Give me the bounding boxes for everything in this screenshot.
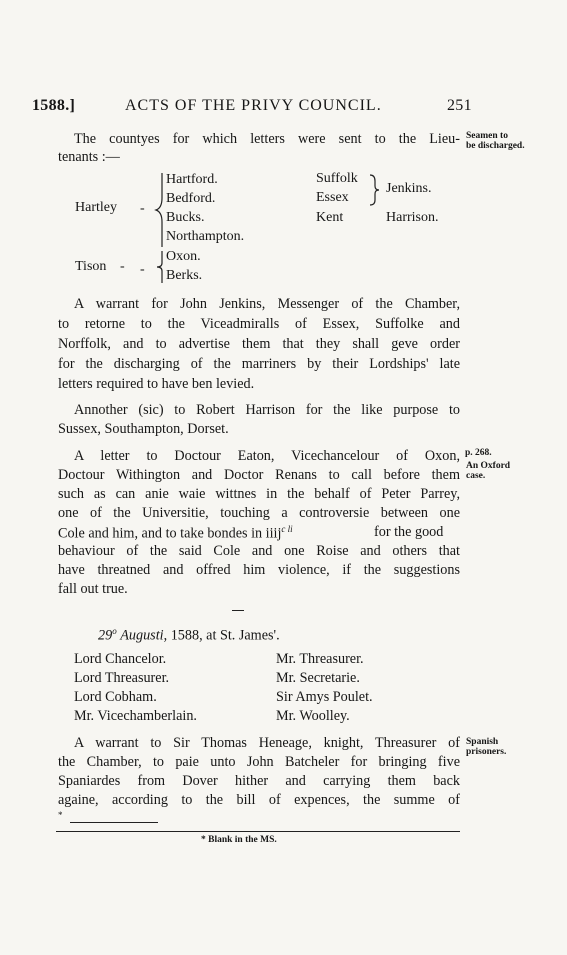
attendee: Mr. Vicechamberlain. xyxy=(74,708,197,724)
margin-note-spanish xyxy=(466,737,506,757)
blank-sum-marker: * xyxy=(58,810,63,820)
county-hartford: Hartford. xyxy=(166,172,218,187)
paragraph-annother-line: Annother (sic) to Robert Harrison for the like purpose to xyxy=(74,402,460,418)
paragraph-countyes-line-2: tenants :— xyxy=(58,149,120,165)
paragraph-warrant-jenkins-line: for the discharging of the marriners by their Lordships' late xyxy=(58,356,460,372)
attendee: Mr. Woolley. xyxy=(276,708,350,724)
brace-jenkins xyxy=(368,172,380,208)
paragraph-annother-line: Sussex, Southampton, Dorset. xyxy=(58,421,229,437)
attendee: Lord Chancelor. xyxy=(74,651,167,667)
attendee: Mr. Threasurer. xyxy=(276,651,364,667)
margin-note-line: An Oxford xyxy=(466,461,511,471)
county-oxon: Oxon. xyxy=(166,249,201,264)
county-suffolk: Suffolk xyxy=(316,171,358,186)
margin-note-line: be discharged. xyxy=(466,141,525,151)
paragraph-letter-eaton-line: such as can anie waie wittnes in the behalf of Peter Parrey, xyxy=(58,486,460,502)
meeting-place: , 1588, at St. James'. xyxy=(163,627,280,644)
footnote-rule xyxy=(56,831,460,832)
paragraph-warrant-heneage-line: againe, according to the bill of expences, the summe of xyxy=(58,792,460,808)
sum-marker: c li xyxy=(281,524,293,534)
paragraph-warrant-jenkins-line: letters required to have ben levied. xyxy=(58,376,255,392)
dash: - xyxy=(140,262,145,277)
margin-note-line: prisoners. xyxy=(466,747,507,757)
paragraph-letter-eaton-line: Doctour Withington and Doctor Renans to call before them xyxy=(58,467,460,483)
attendee: Mr. Secretarie. xyxy=(276,670,360,686)
county-kent: Kent xyxy=(316,210,344,225)
margin-page-ref: p. 268. xyxy=(465,448,492,458)
lieutenant-name-harrison: Harrison. xyxy=(386,210,439,225)
paragraph-warrant-jenkins-line: A warrant for John Jenkins, Messenger of the Chamber, xyxy=(74,296,460,312)
paragraph-letter-eaton-line: fall out true. xyxy=(58,581,128,597)
margin-note-line: Spanish xyxy=(466,737,499,747)
paragraph-letter-eaton-line: A letter to Doctour Eaton, Vicechancelour of Oxon, xyxy=(74,448,460,464)
footnote: * Blank in the MS. xyxy=(201,835,277,845)
brace-tison xyxy=(152,248,166,286)
paragraph-warrant-heneage-line: Spaniardes from Dover hither and carrying them back xyxy=(58,773,460,789)
county-essex: Essex xyxy=(316,190,349,205)
paragraph-letter-eaton-line xyxy=(58,524,293,543)
lieutenant-name-hartley: Hartley xyxy=(75,200,117,215)
dash: - xyxy=(120,259,125,274)
attendee: Lord Cobham. xyxy=(74,689,157,705)
county-bedford: Bedford. xyxy=(166,191,216,206)
county-bucks: Bucks. xyxy=(166,210,205,225)
paragraph-warrant-heneage-line: A warrant to Sir Thomas Heneage, knight, Threasurer of xyxy=(74,735,460,751)
margin-note-seamen xyxy=(466,131,525,151)
header-title: ACTS OF THE PRIVY COUNCIL. xyxy=(125,97,382,114)
dash: - xyxy=(140,201,145,216)
lieutenant-name-jenkins: Jenkins. xyxy=(386,181,432,196)
county-northampton: Northampton. xyxy=(166,229,245,244)
paragraph-letter-eaton-line: one of the Universitie, touching a controversie between one xyxy=(58,505,460,521)
meeting-month: Augusti xyxy=(120,627,164,644)
meeting-day: 29 xyxy=(98,627,113,644)
paragraph-warrant-jenkins-line: Norffolk, and to advertise them that they shall geve order xyxy=(58,336,460,352)
paragraph-warrant-jenkins-line: to retorne to the Viceadmiralls of Essex, Suffolke and xyxy=(58,316,460,332)
attendee: Lord Threasurer. xyxy=(74,670,170,686)
meeting-day-suffix: o xyxy=(112,626,117,636)
paragraph-countyes-line-1: The countyes for which letters were sent to the Lieu- xyxy=(74,131,460,147)
line-text: Cole and him, and to take bondes in iiij xyxy=(58,525,282,542)
margin-note-line: Seamen to xyxy=(466,131,508,141)
county-berks: Berks. xyxy=(166,268,203,283)
separator-rule xyxy=(232,610,244,611)
meeting-heading xyxy=(98,626,280,645)
paragraph-letter-eaton-line: behaviour of the said Cole and one Roise and others that xyxy=(58,543,460,559)
header-year: 1588.] xyxy=(32,97,76,114)
header-page-number: 251 xyxy=(447,97,472,114)
margin-note-line: case. xyxy=(466,471,486,481)
margin-note-oxford xyxy=(466,461,510,481)
lieutenant-name-tison: Tison xyxy=(75,259,107,274)
paragraph-letter-eaton-line-end: for the good xyxy=(374,524,444,540)
brace-hartley xyxy=(152,170,166,250)
attendee: Sir Amys Poulet. xyxy=(276,689,373,705)
paragraph-warrant-heneage-line: the Chamber, to paie unto John Batcheler for bringing five xyxy=(58,754,460,770)
blank-sum-line xyxy=(70,822,158,823)
paragraph-letter-eaton-line: have threatned and offred him violence, if the suggestions xyxy=(58,562,460,578)
